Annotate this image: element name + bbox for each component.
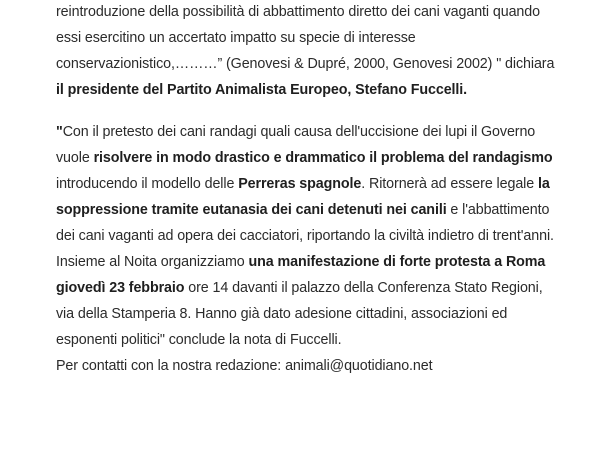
paragraph-text: introducendo il modello delle [56, 176, 239, 192]
paragraph-text: . Ritornerà ad essere legale [361, 176, 538, 192]
contact-line [56, 353, 556, 379]
article-paragraph [56, 119, 556, 353]
paragraph-text: e l'abbattimento dei cani vaganti ad opera dei cacciatori, riportando la civiltà indietro di trent'anni. Insieme al Noita organizziamo [56, 202, 554, 270]
contact-label: Per contatti con la nostra redazione: [56, 358, 286, 374]
article-body [56, 0, 556, 379]
paragraph-text: ore 14 davanti il palazzo della Conferenza Stato Regioni, via della Stamperia 8. Hanno già dato adesione cittadini, associazioni ed esponenti politici" conclude la nota di Fuccelli. [56, 280, 543, 348]
bold-text: il presidente del Partito Animalista Europeo, Stefano Fuccelli. [56, 82, 468, 98]
article-paragraph [56, 0, 556, 103]
paragraph-text: reintroduzione della possibilità di abbattimento diretto dei cani vaganti quando essi esercitino un accertato impatto su specie di interesse conservazionistico,………” (Genovesi & Dupré, 2000, Genovesi 2002) " dichiara [56, 4, 555, 72]
quote-mark: " [56, 124, 63, 140]
bold-text: una manifestazione di forte protesta a Roma giovedì 23 febbraio [56, 254, 546, 296]
bold-text: la soppressione tramite eutanasia dei cani detenuti nei canili [56, 176, 550, 218]
bold-text: risolvere in modo drastico e drammatico il problema del randagismo [93, 150, 553, 166]
contact-email-link[interactable]: animali@quotidiano.net [285, 358, 433, 374]
paragraph-text: Con il pretesto dei cani randagi quali causa dell'uccisione dei lupi il Governo vuole [56, 124, 536, 166]
bold-text: Perreras spagnole [238, 176, 362, 192]
